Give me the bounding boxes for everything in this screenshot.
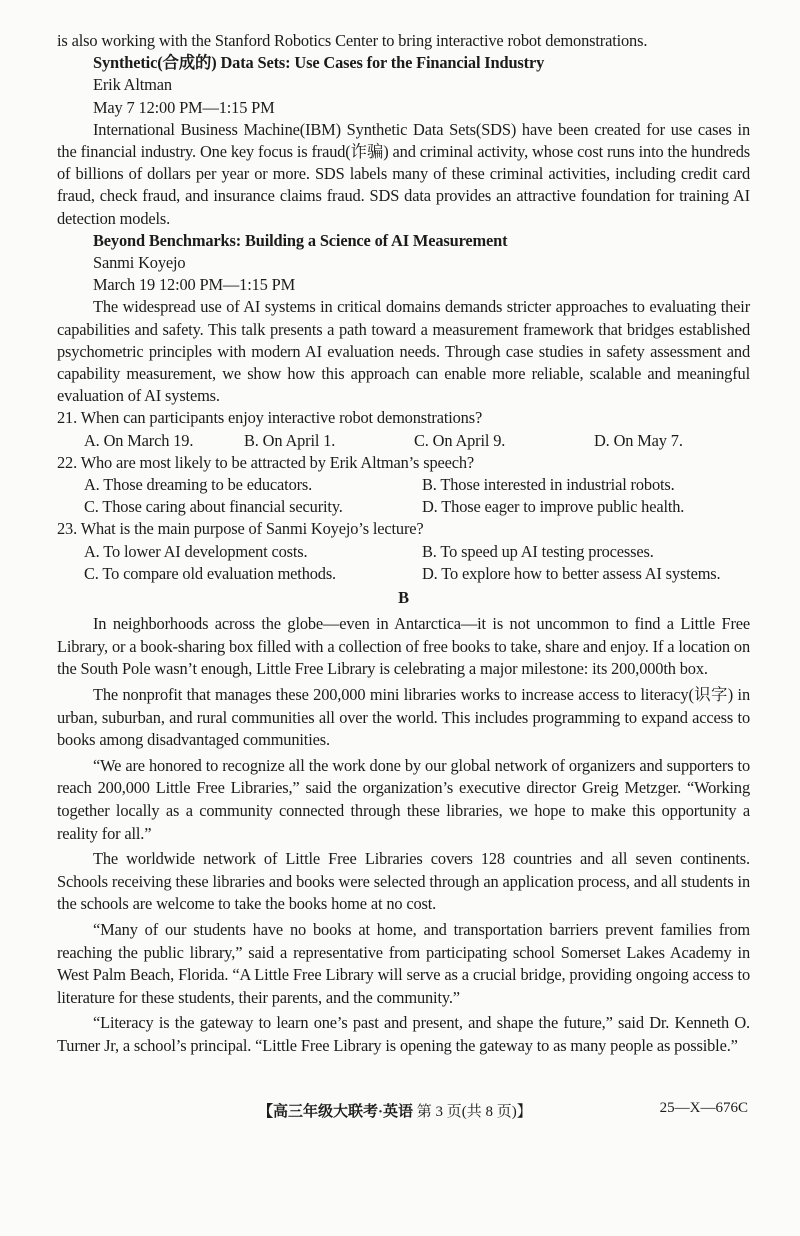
option-b: B. To speed up AI testing processes. (422, 541, 654, 561)
event-speaker: Sanmi Koyejo (93, 253, 186, 273)
exam-title: 【高三年级大联考·英语 (258, 1104, 414, 1120)
event-1 (57, 52, 750, 230)
event-description: The widespread use of AI systems in critical domains demands stricter approaches to evaluating their capabilities and safety. This talk presents a path toward a measurement framework that bridges established psychometric principles with modern AI evaluation needs. Through case studies in safety assessment and capability measurement, we show how this approach can enable more reliable, scalable and meaningful evaluation of AI systems. (57, 297, 750, 406)
exam-code: 25—X—676C (659, 1100, 748, 1116)
passage-paragraph: “Many of our students have no books at home, and transportation barriers prevent families from reaching the public library,” said a representative from participating school Somerset Lakes Academy in West Palm Beach, Florida. “A Little Free Library will serve as a crucial bridge, providing ongoing access to literature for these students, their parents, and the community.” (57, 920, 750, 1007)
event-title: Synthetic(合成的) Data Sets: Use Cases for the Financial Industry (93, 53, 545, 73)
page-info: 第 3 页(共 8 页)】 (416, 1104, 532, 1120)
page-footer (0, 1100, 800, 1124)
question-22 (57, 452, 750, 519)
question-stem: 23. What is the main purpose of Sanmi Koyejo’s lecture? (57, 519, 424, 539)
question-options (57, 474, 750, 518)
option-d: D. To explore how to better assess AI systems. (422, 563, 721, 583)
option-a: A. To lower AI development costs. (84, 541, 308, 561)
option-a: A. On March 19. (84, 430, 194, 450)
exam-page (57, 30, 750, 1058)
event-time: May 7 12:00 PM—1:15 PM (93, 97, 275, 117)
passage-paragraph: The nonprofit that manages these 200,000 mini libraries works to increase access to literacy(识字) in urban, suburban, and rural communities all over the world. This includes programming to expand access to books among disadvantaged communities. (57, 685, 750, 750)
event-description: International Business Machine(IBM) Synthetic Data Sets(SDS) have been created for use cases in the financial industry. One key focus is fraud(诈骗) and criminal activity, whose cost runs into the hundreds of billions of dollars per year or more. SDS labels many of these criminal activities, including credit card fraud, check fraud, and insurance claims fraud. SDS data provides an attractive foundation for training AI detection models. (57, 119, 750, 228)
question-23 (57, 518, 750, 585)
event-2 (57, 230, 750, 408)
option-b: B. On April 1. (244, 430, 336, 450)
passage-paragraph: The worldwide network of Little Free Libraries covers 128 countries and all seven continents. Schools receiving these libraries and books were selected through an application process, and all students in the schools are welcome to take the books home at no cost. (57, 849, 750, 914)
option-c: C. To compare old evaluation methods. (84, 563, 337, 583)
event-time: March 19 12:00 PM—1:15 PM (93, 275, 296, 295)
option-b: B. Those interested in industrial robots. (422, 475, 675, 495)
question-21 (57, 407, 750, 451)
section-b-heading: B (398, 588, 409, 608)
question-stem: 22. Who are most likely to be attracted by Erik Altman’s speech? (57, 452, 475, 472)
option-c: C. On April 9. (414, 430, 506, 450)
option-d: D. Those eager to improve public health. (422, 497, 685, 517)
question-options (57, 541, 750, 585)
passage-paragraph: In neighborhoods across the globe—even in Antarctica—it is not uncommon to find a Little Free Library, or a book-sharing box filled with a collection of free books to take, share and enjoy. If a location on the South Pole wasn’t enough, Little Free Library is celebrating a major milestone: its 200,000th box. (57, 614, 750, 679)
option-c: C. Those caring about financial security. (84, 497, 343, 517)
event-speaker: Erik Altman (93, 75, 172, 95)
passage-paragraph: “We are honored to recognize all the work done by our global network of organizers and supporters to reach 200,000 Little Free Libraries,” said the organization’s executive director Greig Metzger. “Working together locally as a community connected through these libraries, we hope to make this opportunity a reality for all.” (57, 755, 750, 843)
question-options (57, 430, 750, 452)
footer-exam-info (258, 1100, 532, 1121)
option-a: A. Those dreaming to be educators. (84, 475, 313, 495)
continued-line: is also working with the Stanford Robotics Center to bring interactive robot demonstrations. (57, 31, 648, 50)
event-title: Beyond Benchmarks: Building a Science of AI Measurement (93, 230, 508, 250)
option-d: D. On May 7. (594, 430, 683, 450)
passage-paragraph: “Literacy is the gateway to learn one’s past and present, and shape the future,” said Dr. Kenneth O. Turner Jr, a school’s principal. “Little Free Library is opening the gateway to as many people as possible.” (57, 1013, 750, 1055)
question-stem: 21. When can participants enjoy interactive robot demonstrations? (57, 408, 483, 428)
